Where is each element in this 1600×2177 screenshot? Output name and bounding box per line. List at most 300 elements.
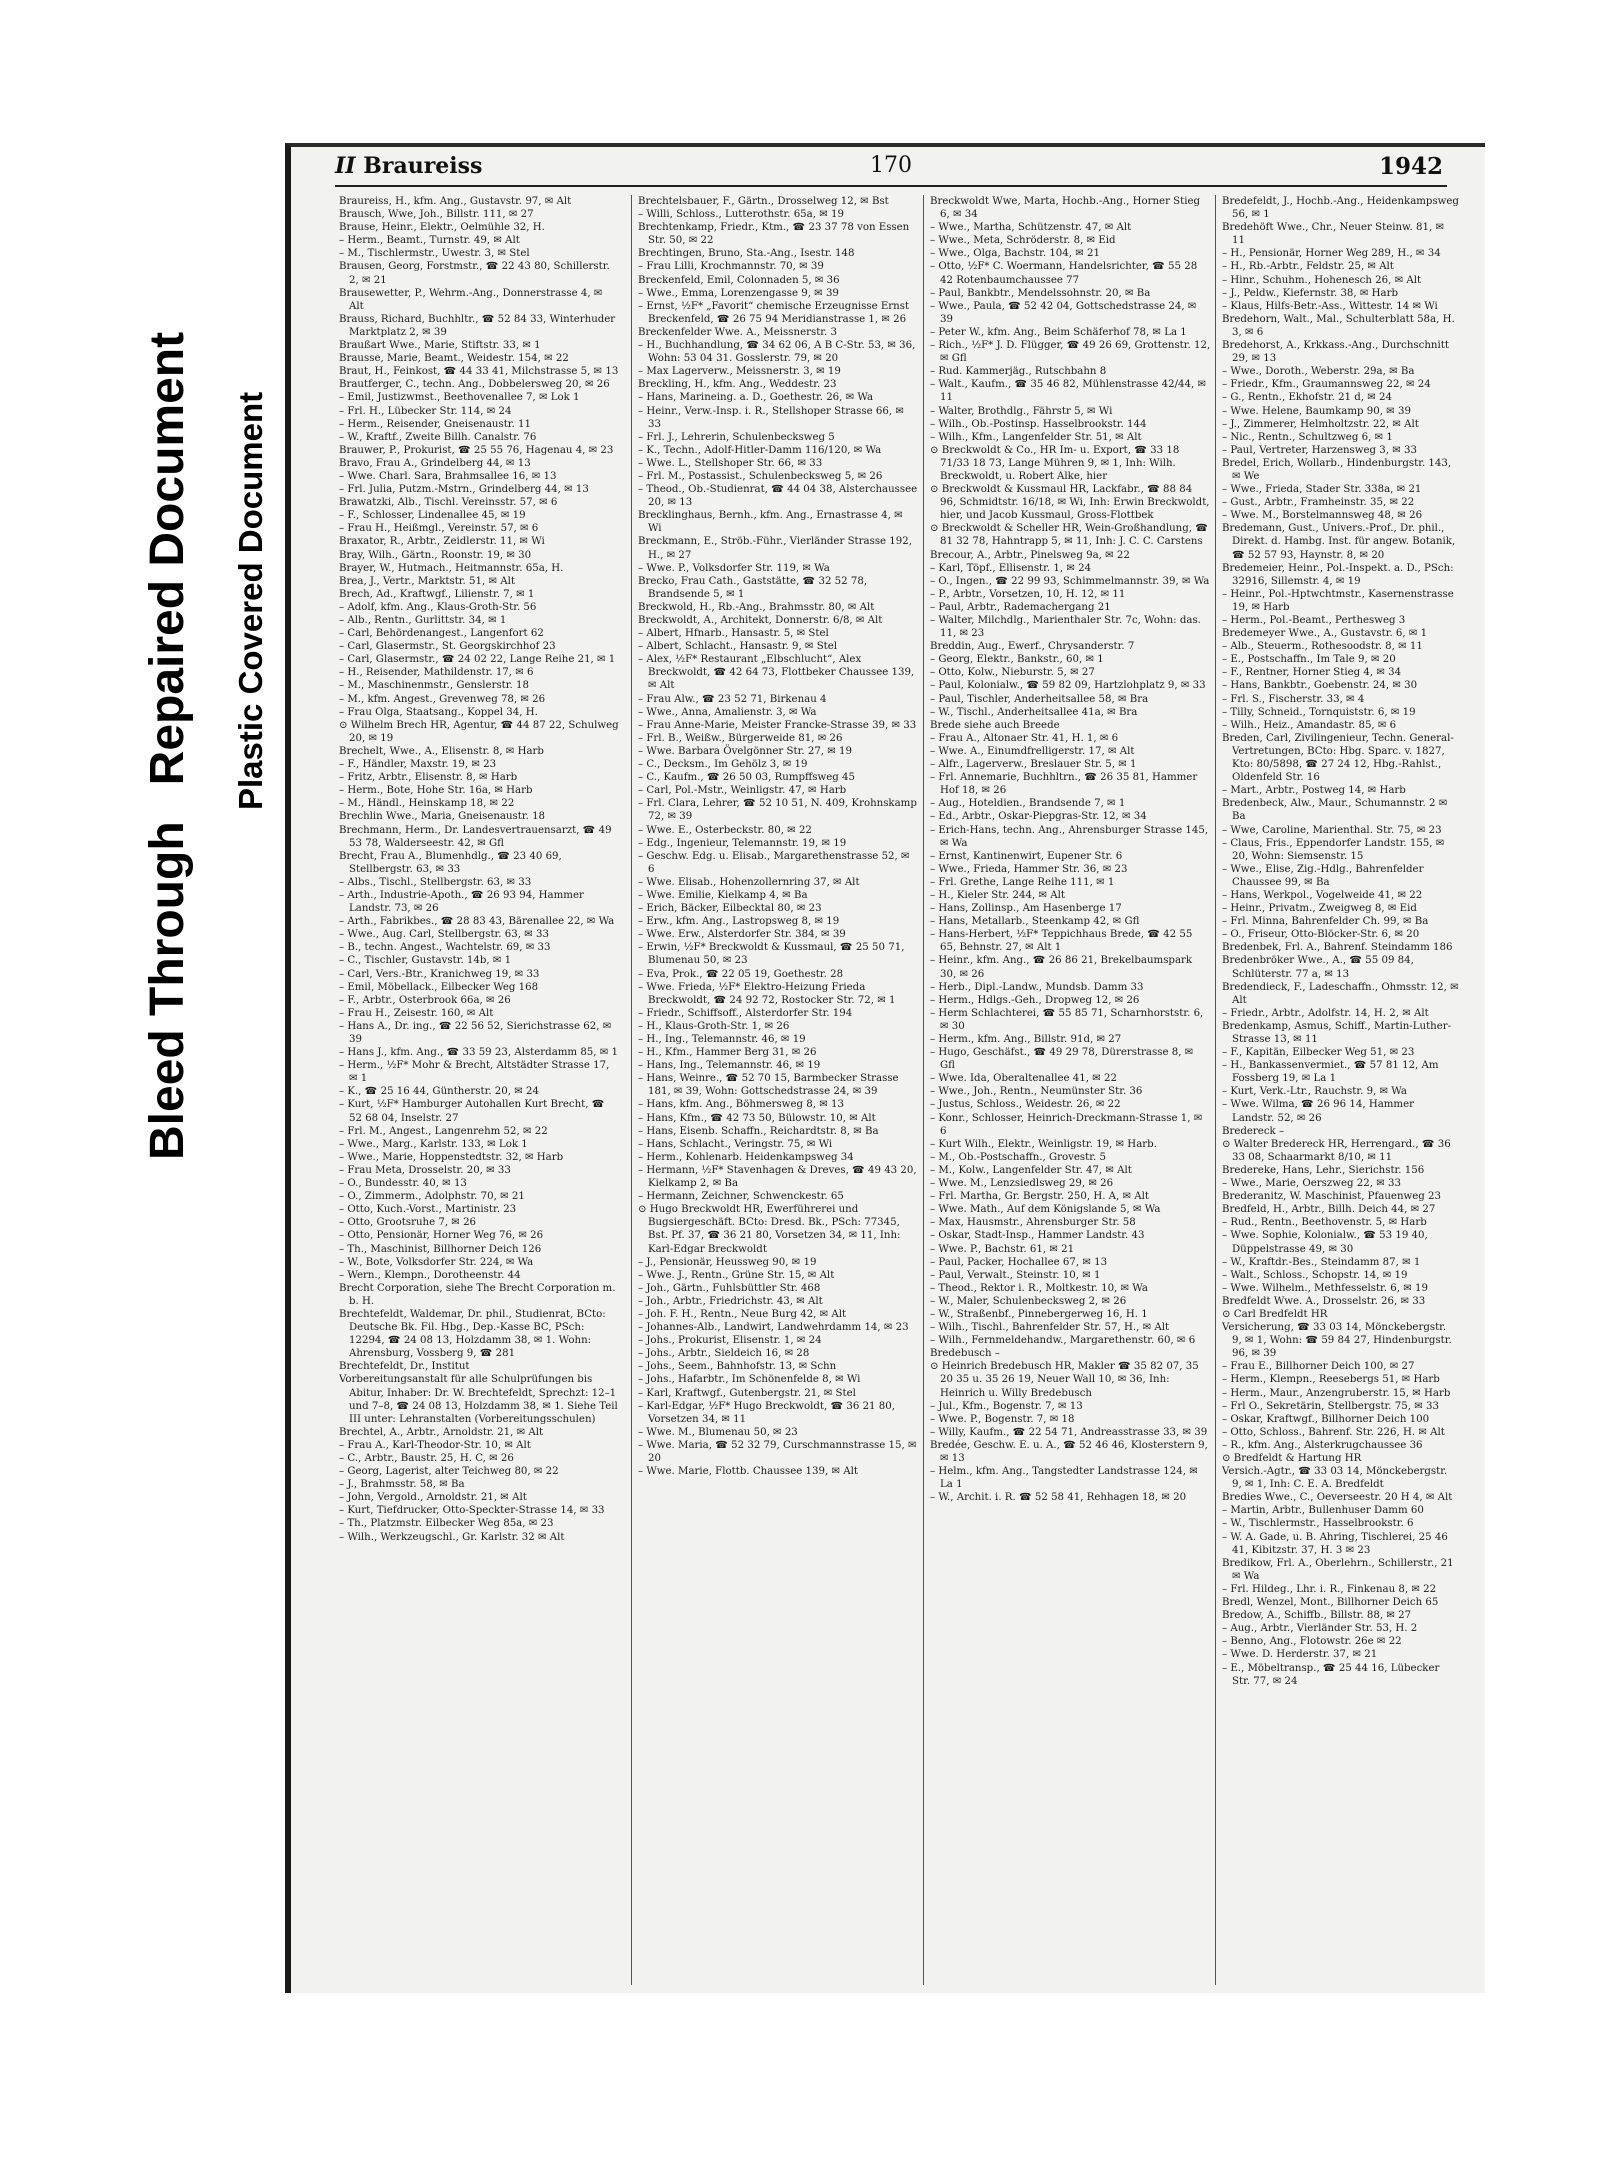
directory-entry: – Frl. Clara, Lehrer, ☎ 52 10 51, N. 409, Krohnskamp 72, ✉ 39 — [638, 798, 917, 823]
directory-entry: – Wwe. E., Osterbeckstr. 80, ✉ 22 — [638, 824, 812, 836]
directory-entry: Versicherung, ☎ 33 03 14, Mönckebergstr. 9, ✉ 1, Wohn: ☎ 59 84 27, Hindenburgstr. 96, ✉ 39 — [1222, 1322, 1452, 1360]
directory-entry: – Hermann, Zeichner, Schwenckestr. 65 — [638, 1191, 844, 1203]
directory-entry: – W., Bote, Volksdorfer Str. 224, ✉ Wa — [339, 1256, 534, 1268]
directory-entry: – Wwe., Doroth., Weberstr. 29a, ✉ Ba — [1222, 366, 1415, 378]
directory-entry: Brederanitz, W. Maschinist, Pfauenweg 23 — [1222, 1191, 1441, 1203]
directory-entry: – Paul, Arbtr., Rademachergang 21 — [930, 601, 1111, 613]
directory-entry: – Carl, Glasermstr., ☎ 24 02 22, Lange Reihe 21, ✉ 1 — [339, 654, 616, 666]
directory-entry: – Erwin, ½F* Breckwoldt & Kussmaul, ☎ 25 50 71, Blumenau 50, ✉ 23 — [638, 942, 905, 967]
directory-entry: Brause, Heinr., Elektr., Oelmühle 32, H. — [339, 222, 545, 234]
directory-entry: Bredehöft Wwe., Chr., Neuer Steinw. 81, ✉ 11 — [1222, 222, 1445, 247]
directory-entry: – Max Lagerverw., Meissnerstr. 3, ✉ 19 — [638, 366, 841, 378]
column-2 — [631, 195, 919, 1985]
directory-entry: – Wwe., Marie, Hoppenstedtstr. 32, ✉ Harb — [339, 1151, 564, 1163]
directory-entry: – Frl. M., Postassist., Schulenbecksweg 5, ✉ 26 — [638, 470, 883, 482]
directory-entry: – H., Pensionär, Horner Weg 289, H., ✉ 34 — [1222, 248, 1441, 260]
repaired-document-label: Repaired Document — [141, 331, 194, 786]
directory-entry: – Klaus, Hilfs-Betr.-Ass., Wittestr. 14 ✉ Wi — [1222, 300, 1438, 312]
directory-entry: Versich.-Agtr., ☎ 33 03 14, Mönckebergstr. 9, ✉ 1, Inh: C. E. A. Bredfeldt — [1222, 1466, 1448, 1491]
directory-entry: – Herm Schlachterei, ☎ 55 85 71, Scharnhorststr. 6, ✉ 30 — [930, 1007, 1204, 1032]
directory-entry: Bredée, Geschw. E. u. A., ☎ 52 46 46, Klosterstern 9, ✉ 13 — [930, 1439, 1208, 1464]
directory-entry: Brausen, Georg, Forstmstr., ☎ 22 43 80, Schillerstr. 2, ✉ 21 — [339, 261, 610, 286]
directory-entry: – W. A. Gade, u. B. Ahring, Tischlerei, 25 46 41, Kibitzstr. 37, H. 3 ✉ 23 — [1222, 1531, 1448, 1556]
directory-entry: Bredereke, Hans, Lehr., Sierichstr. 156 — [1222, 1164, 1425, 1176]
directory-entry: Bredebusch – — [930, 1348, 1000, 1360]
directory-entry: Brecht, Frau A., Blumenhdlg., ☎ 23 40 69, Stellbergstr. 63, ✉ 33 — [339, 850, 562, 875]
directory-entry: Bredefeldt, J., Hochb.-Ang., Heidenkampsweg 56, ✉ 1 — [1222, 196, 1459, 221]
directory-entry: – Frau Lilli, Krochmannstr. 70, ✉ 39 — [638, 261, 824, 273]
directory-entry: – Frau H., Zeisestr. 160, ✉ Alt — [339, 1007, 494, 1019]
directory-entry: – Johs., Arbtr., Sieldeich 16, ✉ 28 — [638, 1348, 810, 1360]
directory-entry: – Wwe., Emma, Lorenzengasse 9, ✉ 39 — [638, 287, 839, 299]
directory-entry: – Hans, Metallarb., Steenkamp 42, ✉ Gfl — [930, 916, 1140, 928]
directory-entry: Brausse, Marie, Beamt., Weidestr. 154, ✉ 22 — [339, 353, 569, 365]
directory-entry: – Eva, Prok., ☎ 22 05 19, Goethestr. 28 — [638, 968, 844, 980]
directory-entry: – Herm., Pol.-Beamt., Perthesweg 3 — [1222, 615, 1406, 626]
directory-entry: – M., Tischlermstr., Uwestr. 3, ✉ Stel — [339, 248, 530, 260]
directory-entry: – M., Händl., Heinskamp 18, ✉ 22 — [339, 798, 515, 810]
directory-entry: – Otto, ½F* C. Woermann, Handelsrichter, ☎ 55 28 42 Rotenbaumchaussee 77 — [930, 261, 1198, 286]
directory-entry: – Friedr., Arbtr., Adolfstr. 14, H. 2, ✉ Alt — [1222, 1007, 1429, 1019]
directory-entry: – F., Händler, Maxstr. 19, ✉ 23 — [339, 759, 497, 771]
page-header — [335, 151, 1447, 187]
directory-entry: – John, Vergold., Arnoldstr. 21, ✉ Alt — [339, 1492, 527, 1504]
directory-entry: – Herm., Bote, Hohe Str. 16a, ✉ Harb — [339, 785, 533, 797]
directory-entry: – Alfr., Lagerverw., Breslauer Str. 5, ✉ 1 — [930, 759, 1137, 771]
directory-entry: Bredies Wwe., C., Oeverseestr. 20 H 4, ✉ Alt — [1222, 1492, 1453, 1504]
directory-entry: – Wwe. M., Borstelmannsweg 48, ✉ 26 — [1222, 510, 1423, 522]
directory-entry: – Helm., kfm. Ang., Tangstedter Landstrasse 124, ✉ La 1 — [930, 1466, 1198, 1491]
directory-entry: – Wwe. Charl. Sara, Brahmsallee 16, ✉ 13 — [339, 470, 557, 482]
directory-entry: Bredendieck, F., Ladeschaffn., Ohmsstr. 12, ✉ Alt — [1222, 981, 1459, 1006]
directory-entry: – Wwe. Marie, Flottb. Chaussee 139, ✉ Alt — [638, 1466, 858, 1478]
directory-entry: – Johs., Seem., Bahnhofstr. 13, ✉ Schn — [638, 1361, 837, 1373]
directory-entry: Bray, Wilh., Gärtn., Roonstr. 19, ✉ 30 — [339, 549, 532, 561]
directory-entry: – Herm., kfm. Ang., Billstr. 91d, ✉ 27 — [930, 1034, 1122, 1045]
directory-entry: Bredfeld, H., Arbtr., Billh. Deich 44, ✉ 27 — [1222, 1204, 1436, 1216]
directory-entry: Bredemeier, Heinr., Pol.-Inspekt. a. D., PSch: 32916, Sillemstr. 4, ✉ 19 — [1222, 562, 1454, 587]
directory-entry: Brechmann, Herm., Dr. Landesvertrauensarzt, ☎ 49 53 78, Walderseestr. 42, ✉ Gfl — [339, 824, 612, 849]
directory-entry: – Frl. Martha, Gr. Bergstr. 250, H. A, ✉ Alt — [930, 1191, 1150, 1203]
directory-entry: – F., Schlosser, Lindenallee 45, ✉ 19 — [339, 510, 526, 522]
directory-entry: – Martin, Arbtr., Bullenhuser Damm 60 — [1222, 1505, 1424, 1517]
directory-entry: – Rud. Kammerjäg., Rutschbahn 8 — [930, 366, 1107, 378]
directory-entry: – C., Kaufm., ☎ 26 50 03, Rumpffsweg 45 — [638, 772, 855, 784]
directory-entry: – Johs., Prokurist, Elisenstr. 1, ✉ 24 — [638, 1335, 822, 1347]
section-number: II — [335, 153, 356, 179]
directory-entry: – Heinr., Privatm., Zweigweg 8, ✉ Eid — [1222, 903, 1417, 915]
directory-entry: Brechtefeldt, Dr., Institut — [339, 1361, 470, 1373]
directory-entry: – Karl, Kraftwgf., Gutenbergstr. 21, ✉ Stel — [638, 1387, 856, 1399]
directory-entry: – Wwe. P., Volksdorfer Str. 119, ✉ Wa — [638, 562, 830, 574]
directory-entry: – M., Maschinenmstr., Genslerstr. 18 — [339, 680, 529, 692]
directory-entry: – Wwe. J., Rentn., Grüne Str. 15, ✉ Alt — [638, 1269, 835, 1281]
directory-entry: – K., Techn., Adolf-Hitler-Damm 116/120, ✉ Wa — [638, 444, 882, 456]
directory-entry: – Otto, Schloss., Bahrenf. Str. 226, H. ✉ Alt — [1222, 1426, 1445, 1438]
directory-entry: – Wilh., Tischl., Bahrenfelder Str. 57, H., ✉ Alt — [930, 1322, 1170, 1334]
directory-entry: Brayer, W., Hutmach., Heitmannstr. 65a, H. — [339, 562, 564, 574]
directory-entry: – W., Straßenbf., Pinnebergerweg 16, H. 1 — [930, 1308, 1148, 1320]
directory-entry: – Wwe., Frieda, Hammer Str. 36, ✉ 23 — [930, 863, 1128, 875]
directory-entry: – H., Bankassenvermiet., ☎ 57 81 12, Am Fossberg 19, ✉ La 1 — [1222, 1060, 1439, 1085]
directory-entry: – O., Friseur, Otto-Blöcker-Str. 6, ✉ 20 — [1222, 929, 1420, 941]
directory-entry: – Otto, Grootsruhe 7, ✉ 26 — [339, 1217, 477, 1229]
directory-entry: Brechtelsbauer, F., Gärtn., Drosselweg 12, ✉ Bst — [638, 196, 889, 207]
directory-entry: Bredenbröker Wwe., A., ☎ 55 09 84, Schlüterstr. 77 a, ✉ 13 — [1222, 955, 1414, 980]
directory-entry: – Wwe. Maria, ☎ 52 32 79, Curschmannstrasse 15, ✉ 20 — [638, 1439, 917, 1464]
directory-entry: – Herb., Dipl.-Landw., Mundsb. Damm 33 — [930, 981, 1144, 993]
directory-entry: – Willi, Schloss., Lutterothstr. 65a, ✉ 19 — [638, 209, 844, 221]
directory-entry: – H., Rb.-Arbtr., Feldstr. 25, ✉ Alt — [1222, 261, 1394, 273]
directory-entry: – Wwe., Marg., Karlstr. 133, ✉ Lok 1 — [339, 1138, 528, 1150]
directory-entry: – Wilh., Ob.-Postinsp. Hasselbrookstr. 144 — [930, 418, 1147, 430]
directory-entry: – Wwe., Joh., Rentn., Neumünster Str. 36 — [930, 1086, 1143, 1098]
page-number: 170 — [870, 153, 912, 178]
directory-entry: Breckwold, H., Rb.-Ang., Brahmsstr. 80, ✉ Alt — [638, 601, 875, 613]
directory-entry: – Albert, Hfnarb., Hansastr. 5, ✉ Stel — [638, 628, 829, 640]
directory-entry: – Emil, Justizwmst., Beethovenallee 7, ✉ Lok 1 — [339, 392, 580, 404]
directory-entry: – Joh., Gärtn., Fuhlsbüttler Str. 468 — [638, 1282, 821, 1294]
directory-entry: Brechtenkamp, Friedr., Ktm., ☎ 23 37 78 von Essen Str. 50, ✉ 22 — [638, 222, 910, 247]
directory-entry: – Frl O., Sekretärin, Stellbergstr. 75, ✉ 33 — [1222, 1400, 1439, 1412]
directory-entry: – Rich., ½F* J. D. Flügger, ☎ 49 26 69, Grottenstr. 12, ✉ Gfl — [930, 340, 1211, 365]
directory-entry: – Walt., Schloss., Schopstr. 14, ✉ 19 — [1222, 1269, 1408, 1281]
directory-entry: – Wwe., Frieda, Stader Str. 338a, ✉ 21 — [1222, 484, 1422, 496]
directory-entry: – Paul, Tischler, Anderheitsallee 58, ✉ Bra — [930, 693, 1149, 705]
directory-entry: Breckenfelder Wwe. A., Meissnerstr. 3 — [638, 326, 838, 338]
directory-entry: – Frl. J., Lehrerin, Schulenbecksweg 5 — [638, 431, 835, 443]
directory-entry: ⊙ Breckwoldt & Scheller HR, Wein-Großhandlung, ☎ 81 32 78, Hahntrapp 5, ✉ 11, Inh: J. C. C. Carstens — [930, 523, 1208, 548]
directory-entry: – Johannes-Alb., Landwirt, Landwehrdamm 14, ✉ 23 — [638, 1322, 909, 1334]
directory-entry: Breddin, Aug., Ewerf., Chrysanderstr. 7 — [930, 641, 1135, 653]
directory-entry: Bredenkamp, Asmus, Schiff., Martin-Luther-Strasse 13, ✉ 11 — [1222, 1020, 1452, 1045]
directory-entry: – Carl, Behördenangest., Langenfort 62 — [339, 628, 544, 640]
directory-entry: Brechlin Wwe., Maria, Gneisenaustr. 18 — [339, 811, 546, 823]
directory-entry: – Paul, Packer, Hochallee 67, ✉ 13 — [930, 1256, 1108, 1268]
directory-entry: – Frl. Annemarie, Buchhltrn., ☎ 26 35 81, Hammer Hof 18, ✉ 26 — [930, 772, 1198, 797]
directory-entry: Bredenbek, Frl. A., Bahrenf. Steindamm 186 — [1222, 942, 1453, 954]
directory-entry: – Georg, Elektr., Bankstr., 60, ✉ 1 — [930, 654, 1104, 666]
directory-entry: – Joh., Arbtr., Friedrichstr. 43, ✉ Alt — [638, 1295, 823, 1307]
directory-entry: – H., Buchhandlung, ☎ 34 62 06, A B C-Str. 53, ✉ 36, Wohn: 53 04 31. Gosslerstr. 79, ✉ 20 — [638, 340, 916, 365]
directory-entry: – Wwe., Anna, Amalienstr. 3, ✉ Wa — [638, 706, 817, 718]
directory-entry: Brea, J., Vertr., Marktstr. 51, ✉ Alt — [339, 575, 515, 587]
directory-entry: – K., ☎ 25 16 44, Güntherstr. 20, ✉ 24 — [339, 1086, 539, 1098]
directory-entry: – Kurt Wilh., Elektr., Weinligstr. 19, ✉ Harb. — [930, 1138, 1157, 1150]
directory-entry: – Peter W., kfm. Ang., Beim Schäferhof 78, ✉ La 1 — [930, 326, 1187, 338]
directory-entry: Brausch, Wwe, Joh., Billstr. 111, ✉ 27 — [339, 209, 534, 221]
directory-entry: Breckling, H., kfm. Ang., Weddestr. 23 — [638, 379, 837, 391]
directory-entry: – Wwe. Barbara Övelgönner Str. 27, ✉ 19 — [638, 745, 853, 757]
directory-entry: – Wwe., Meta, Schröderstr. 8, ✉ Eid — [930, 235, 1116, 247]
directory-entry: – Herm., ½F* Mohr & Brecht, Altstädter Strasse 17, ✉ 1 — [339, 1060, 610, 1085]
directory-entry: Bredfeldt Wwe. A., Drosselstr. 26, ✉ 33 — [1222, 1295, 1426, 1307]
directory-entry: ⊙ Bredfeldt & Hartung HR — [1222, 1453, 1362, 1464]
directory-entry: – Rud., Rentn., Beethovenstr. 5, ✉ Harb — [1222, 1217, 1427, 1229]
directory-entry: – Wwe., Marie, Oerszweg 22, ✉ 33 — [1222, 1178, 1401, 1190]
directory-entry: – P., Arbtr., Vorsetzen, 10, H. 12, ✉ 11 — [930, 588, 1126, 600]
directory-entry: – Hans A., Dr. ing., ☎ 22 56 52, Sierichstrasse 62, ✉ 39 — [339, 1020, 612, 1045]
directory-entry: – Frau H., Heißmgl., Vereinstr. 57, ✉ 6 — [339, 523, 539, 535]
directory-entry: ⊙ Carl Bredfeldt HR — [1222, 1308, 1328, 1320]
directory-entry: – Tilly, Schneid., Tornquiststr. 6, ✉ 19 — [1222, 706, 1416, 718]
directory-entry: – Wwe. Math., Auf dem Königslande 5, ✉ Wa — [930, 1204, 1161, 1216]
directory-entry: – H., Kieler Str. 244, ✉ Alt — [930, 889, 1065, 901]
directory-entry: – Benno, Ang., Flotowstr. 26e ✉ 22 — [1222, 1636, 1402, 1648]
directory-entry: – Wwe. Helene, Baumkamp 90, ✉ 39 — [1222, 405, 1411, 417]
directory-entry: – M., Ob.-Postschaffn., Grovestr. 5 — [930, 1151, 1106, 1163]
directory-entry: – Frl. Julia, Putzm.-Mstrn., Grindelberg 44, ✉ 13 — [339, 484, 589, 496]
directory-entry: – W., Maler, Schulenbecksweg 2, ✉ 26 — [930, 1295, 1127, 1307]
directory-entry: – Albs., Tischl., Stellbergstr. 63, ✉ 33 — [339, 876, 532, 888]
directory-page — [285, 143, 1485, 1993]
directory-entry: – W., Tischlermstr., Hasselbrookstr. 6 — [1222, 1518, 1414, 1530]
directory-entry: – Herm., Beamt., Turnstr. 49, ✉ Alt — [339, 235, 520, 247]
directory-entry: – Emil, Möbellack., Eilbecker Weg 168 — [339, 981, 539, 993]
directory-entry: – Wwe. Frieda, ½F* Elektro-Heizung Frieda Breckwoldt, ☎ 24 92 72, Rostocker Str. 72, ✉ 1 — [638, 981, 896, 1006]
directory-entry: – Otto, Kuch.-Vorst., Martinistr. 23 — [339, 1204, 517, 1216]
directory-entry: – Carl, Pol.-Mstr., Weinligstr. 47, ✉ Harb — [638, 785, 847, 797]
directory-entry: – Wwe., Elise, Zig.-Hdlg., Bahrenfelder Chaussee 99, ✉ Ba — [1222, 863, 1424, 888]
plastic-covered-stamp: Plastic Covered Document — [232, 391, 269, 810]
directory-entry: Brecht Corporation, siehe The Brecht Corporation m. b. H. — [339, 1282, 616, 1307]
directory-entry: – Frl. H., Lübecker Str. 114, ✉ 24 — [339, 405, 512, 417]
directory-entry: – Wwe. Wilhelm., Methfesselstr. 6, ✉ 19 — [1222, 1282, 1428, 1294]
directory-entry: – J., Pensionär, Heussweg 90, ✉ 19 — [638, 1256, 817, 1268]
directory-entry: – Carl, Vers.-Btr., Kranichweg 19, ✉ 33 — [339, 968, 540, 980]
directory-entry: Brecko, Frau Cath., Gaststätte, ☎ 32 52 78, Brandsende 5, ✉ 1 — [638, 575, 868, 600]
directory-entry: – Frau A., Altonaer Str. 41, H. 1, ✉ 6 — [930, 732, 1119, 744]
directory-entry: – Herm., Hdlgs.-Geh., Dropweg 12, ✉ 26 — [930, 994, 1140, 1006]
directory-entry: ⊙ Breckwoldt & Co., HR Im- u. Export, ☎ 33 18 71/33 18 73, Lange Mühren 9, ✉ 1, Inh: Wilh. Breckwoldt, u. Robert Alke, hier — [930, 444, 1180, 482]
directory-entry: – Hugo, Geschäfst., ☎ 49 29 78, Dürerstrasse 8, ✉ Gfl — [930, 1047, 1194, 1072]
directory-entry: Brechelt, Wwe., A., Elisenstr. 8, ✉ Harb — [339, 745, 544, 757]
directory-entry: – Otto, Pensionär, Horner Weg 76, ✉ 26 — [339, 1230, 544, 1242]
directory-entry: – Theod., Ob.-Studienrat, ☎ 44 04 38, Alsterchaussee 20, ✉ 13 — [638, 484, 918, 509]
directory-entry: – Mart., Arbtr., Postweg 14, ✉ Harb — [1222, 785, 1406, 797]
directory-entry: Bredehorn, Walt., Mal., Schulterblatt 58a, H. 3, ✉ 6 — [1222, 313, 1455, 338]
directory-entry: – Wwe. Emilie, Kielkamp 4, ✉ Ba — [638, 889, 808, 901]
directory-entry: – Hans, Marineing. a. D., Goethestr. 26, ✉ Wa — [638, 392, 874, 404]
directory-entry: – Erich, Bäcker, Eilbecktal 80, ✉ 23 — [638, 903, 822, 915]
directory-entry: – Frau Olga, Staatsang., Koppel 34, H. — [339, 706, 538, 718]
directory-entry: Breden, Carl, Zivilingenieur, Techn. General-Vertretungen, BCto: Hbg. Sparc. v. 1827, Kto: 80/5898, ☎ 27 24 12, Hbg.-Rahlst., Oldenfeld Str. 16 — [1222, 732, 1454, 784]
directory-entry: – Frau E., Billhorner Deich 100, ✉ 27 — [1222, 1361, 1415, 1373]
directory-entry: – Herm., Reisender, Gneisenaustr. 11 — [339, 418, 531, 430]
directory-entry: – Wilh., Werkzeugschl., Gr. Karlstr. 32 ✉ Alt — [339, 1531, 565, 1543]
directory-entry: – M., kfm. Angest., Grevenweg 78, ✉ 26 — [339, 693, 546, 705]
directory-entry: – Heinr., kfm. Ang., ☎ 26 86 21, Brekelbaumspark 30, ✉ 26 — [930, 955, 1193, 980]
directory-entry: Brech, Ad., Kraftwgf., Lilienstr. 7, ✉ 1 — [339, 588, 535, 600]
directory-entry: – Joh. F. H., Rentn., Neue Burg 42, ✉ Alt — [638, 1308, 847, 1320]
directory-entry: Brauss, Richard, Buchhltr., ☎ 52 84 33, Winterhuder Marktplatz 2, ✉ 39 — [339, 313, 616, 338]
directory-entry: – Paul, Bankbtr., Mendelssohnstr. 20, ✉ Ba — [930, 287, 1151, 299]
directory-entry: – Max, Hausmstr., Ahrensburger Str. 58 — [930, 1217, 1136, 1229]
bleed-through-stamp — [140, 332, 195, 1160]
directory-entry: – Johs., Hafarbtr., Im Schönenfelde 8, ✉ Wi — [638, 1374, 861, 1386]
directory-entry: – Walt., Kaufm., ☎ 35 46 82, Mühlenstrasse 42/44, ✉ 11 — [930, 379, 1206, 404]
directory-entry: Bredehorst, A., Krkkass.-Ang., Durchschnitt 29, ✉ 13 — [1222, 340, 1449, 365]
directory-entry: Vorbereitungsanstalt für alle Schulprüfungen bis Abitur, Inhaber: Dr. W. Brechtefeldt, Sprechzt: 12–1 und 7–8, ☎ 24 08 13, Holzdamm 38, ✉ 1. Siehe Teil III unter: Lehranstalten (Vorbereitungsschulen) — [339, 1374, 618, 1425]
directory-entry: ⊙ Walter Bredereck HR, Herrengard., ☎ 36 33 08, Schaarmarkt 8/10, ✉ 11 — [1222, 1138, 1451, 1163]
directory-entry: – Hans-Herbert, ½F* Teppichhaus Brede, ☎ 42 55 65, Behnstr. 27, ✉ Alt 1 — [930, 929, 1193, 954]
directory-entry: Bredemeyer Wwe., A., Gustavstr. 6, ✉ 1 — [1222, 628, 1428, 640]
directory-entry: – Jul., Kfm., Bogenstr. 7, ✉ 13 — [930, 1400, 1083, 1412]
directory-entry: – Hans, Ing., Telemannstr. 46, ✉ 19 — [638, 1060, 821, 1072]
directory-entry: – Ernst, ½F* „Favorit“ chemische Erzeugnisse Ernst Breckenfeld, ☎ 26 75 94 Meridianstrasse 1, ✉ 26 — [638, 300, 910, 325]
directory-entry: – J., Peldw., Kiefernstr. 38, ✉ Harb — [1222, 287, 1399, 299]
directory-entry: – G., Rentn., Ekhofstr. 21 d, ✉ 24 — [1222, 392, 1393, 404]
year: 1942 — [1378, 153, 1443, 180]
directory-entry: ⊙ Breckwoldt & Kussmaul HR, Lackfabr., ☎ 88 84 96, Schmidtstr. 16/18, ✉ Wi, Inh: Erwin Breckwoldt, hier, und Jacob Kussmaul, Gross-Flottbek — [930, 484, 1210, 522]
directory-entry: – Wwe. Wilma, ☎ 26 96 14, Hammer Landstr. 52, ✉ 26 — [1222, 1099, 1414, 1124]
directory-entry: – Wwe. D. Herderstr. 37, ✉ 21 — [1222, 1649, 1378, 1661]
directory-entry: – Ed., Arbtr., Oskar-Piepgras-Str. 12, ✉ 34 — [930, 811, 1147, 823]
directory-entry: – Wwe. Erw., Alsterdorfer Str. 384, ✉ 39 — [638, 929, 846, 941]
directory-entry: – W., Tischl., Anderheitsallee 41a, ✉ Bra — [930, 706, 1138, 718]
directory-entry: – Wwe. Sophie, Kolonialw., ☎ 53 19 40, Düppelstrasse 49, ✉ 30 — [1222, 1230, 1428, 1255]
directory-entry: – Gust., Arbtr., Framheinstr. 35, ✉ 22 — [1222, 497, 1415, 509]
directory-entry: Brecour, A., Arbtr., Pinelsweg 9a, ✉ 22 — [930, 549, 1130, 561]
directory-entry: – Herm., Maur., Anzengruberstr. 15, ✉ Harb — [1222, 1387, 1451, 1399]
directory-entry: – Herm., Kohlenarb. Heidenkampsweg 34 — [638, 1151, 854, 1163]
directory-entry: ⊙ Heinrich Bredebusch HR, Makler ☎ 35 82 07, 35 20 35 u. 35 26 19, Neuer Wall 10, ✉ 36, Inh: Heinrich u. Willy Bredebusch — [930, 1361, 1199, 1399]
directory-entry: – Arth., Industrie-Apoth., ☎ 26 93 94, Hammer Landstr. 73, ✉ 26 — [339, 889, 584, 915]
directory-entry: Breckenfeld, Emil, Colonnaden 5, ✉ 36 — [638, 274, 840, 286]
directory-entry: – Wilh., Heiz., Amandastr. 85, ✉ 6 — [1222, 719, 1397, 731]
directory-entry: – H., Reisender, Mathildenstr. 17, ✉ 6 — [339, 667, 534, 679]
directory-entry: – Hans, kfm. Ang., Böhmersweg 8, ✉ 13 — [638, 1099, 844, 1111]
directory-entry: – Theod., Rektor i. R., Moltkestr. 10, ✉ Wa — [930, 1282, 1148, 1294]
directory-entry: – Hans, Schlacht., Veringstr. 75, ✉ Wi — [638, 1138, 833, 1150]
directory-entry: Bredereck – — [1222, 1125, 1285, 1137]
directory-entry: – Hans, Eisenb. Schaffn., Reichardtstr. 8, ✉ Ba — [638, 1125, 879, 1137]
directory-entry: – Frau A., Karl-Theodor-Str. 10, ✉ Alt — [339, 1439, 531, 1451]
directory-entry: – Karl, Töpf., Ellisenstr. 1, ✉ 24 — [930, 562, 1092, 574]
directory-entry: Braureiss, H., kfm. Ang., Gustavstr. 97, ✉ Alt — [339, 196, 572, 207]
directory-entry: – Heinr., Verw.-Insp. i. R., Stellshoper Strasse 66, ✉ 33 — [638, 405, 904, 430]
directory-entry: – H., Kfm., Hammer Berg 31, ✉ 26 — [638, 1047, 817, 1059]
directory-entry: – Fritz, Arbtr., Elisenstr. 8, ✉ Harb — [339, 772, 518, 784]
directory-entry: – Wwe. Ida, Oberaltenallee 41, ✉ 22 — [930, 1073, 1117, 1085]
directory-entry: – Herm., Klempn., Reesebergs 51, ✉ Harb — [1222, 1374, 1440, 1386]
directory-entry: – Hinr., Schuhm., Hohenesch 26, ✉ Alt — [1222, 274, 1422, 286]
directory-entry: – Kurt, Tiefdrucker, Otto-Speckter-Strasse 14, ✉ 33 — [339, 1505, 605, 1517]
directory-entry: – Frau Meta, Drosselstr. 20, ✉ 33 — [339, 1164, 511, 1176]
column-1 — [339, 195, 619, 1985]
directory-entry: Braußart Wwe., Marie, Stiftstr. 33, ✉ 1 — [339, 340, 541, 352]
directory-entry: – Ernst, Kantinenwirt, Eupener Str. 6 — [930, 850, 1123, 862]
directory-entry: – C., Arbtr., Baustr. 25, H. C, ✉ 26 — [339, 1453, 514, 1464]
directory-entry: – Wwe. P., Bachstr. 61, ✉ 21 — [930, 1243, 1075, 1255]
directory-entry: – Th., Maschinist, Billhorner Deich 126 — [339, 1243, 542, 1255]
directory-entry: Brechtel, A., Arbtr., Arnoldstr. 21, ✉ Alt — [339, 1426, 544, 1438]
directory-entry: Brechtefeldt, Waldemar, Dr. phil., Studienrat, BCto: Deutsche Bk. Fil. Hbg., Dep.-Kasse BC, PSch: 12294, ☎ 24 08 13, Holzdamm 38, ✉ 1. Wohn: Ahrensburg, Vossberg 9, ☎ 281 — [339, 1308, 606, 1360]
directory-entry: – Wilh., Kfm., Langenfelder Str. 51, ✉ Alt — [930, 431, 1142, 443]
directory-entry: – J., Brahmsstr. 58, ✉ Ba — [339, 1479, 465, 1491]
directory-entry: – Paul, Vertreter, Harzensweg 3, ✉ 33 — [1222, 444, 1417, 456]
directory-entry: – Hans, Kfm., ☎ 42 73 50, Bülowstr. 10, ✉ Alt — [638, 1112, 876, 1124]
directory-entry: – Alb., Rentn., Gurlittstr. 34, ✉ 1 — [339, 615, 507, 626]
directory-entry: Bredemann, Gust., Univers.-Prof., Dr. phil., Direkt. d. Hambg. Inst. für angew. Botanik, ☎ 52 57 93, Haynstr. 8, ✉ 20 — [1222, 523, 1456, 561]
directory-entry: – Wern., Klempn., Dorotheenstr. 44 — [339, 1269, 521, 1281]
directory-entry: – Hermann, ½F* Stavenhagen & Dreves, ☎ 49 43 20, Kielkamp 2, ✉ Ba — [638, 1164, 917, 1190]
directory-entry: – Walter, Brothdlg., Fährstr 5, ✉ Wi — [930, 405, 1113, 417]
directory-entry: – Aug., Hoteldien., Brandsende 7, ✉ 1 — [930, 798, 1126, 810]
directory-entry: Bredel, Erich, Wollarb., Hindenburgstr. 143, ✉ We — [1222, 457, 1452, 482]
directory-entry: Brawatzki, Alb., Tischl. Vereinsstr. 57, ✉ 6 — [339, 497, 558, 509]
column-4 — [1215, 195, 1459, 1985]
directory-entry: – W., Archit. i. R. ☎ 52 58 41, Rehhagen 18, ✉ 20 — [930, 1492, 1187, 1504]
directory-entry: – Alb., Steuerm., Rothesoodstr. 8, ✉ 11 — [1222, 641, 1423, 653]
directory-entry: – Th., Platzmstr. Eilbecker Weg 85a, ✉ 23 — [339, 1518, 554, 1530]
directory-entry: – Paul, Kolonialw., ☎ 59 82 09, Hartzlohplatz 9, ✉ 33 — [930, 680, 1206, 692]
directory-entry: – Frl. M., Angest., Langenrehm 52, ✉ 22 — [339, 1125, 548, 1137]
headword: Braureiss — [363, 153, 483, 179]
directory-entry: – Wwe, Caroline, Marienthal. Str. 75, ✉ 23 — [1222, 824, 1442, 836]
directory-entry: – Wwe., Paula, ☎ 52 42 04, Gottschedstrasse 24, ✉ 39 — [930, 300, 1197, 325]
directory-entry: – Paul, Verwalt., Steinstr. 10, ✉ 1 — [930, 1269, 1101, 1281]
directory-entry: – Albert, Schlacht., Hansastr. 9, ✉ Stel — [638, 641, 838, 653]
directory-entry: – Wwe. M., Blumenau 50, ✉ 23 — [638, 1426, 798, 1438]
directory-entry: Braxator, R., Arbtr., Zeidlerstr. 11, ✉ Wi — [339, 536, 545, 548]
column-3 — [923, 195, 1211, 1985]
directory-entry: – Frl. S., Fischerstr. 33, ✉ 4 — [1222, 693, 1365, 705]
directory-entry: – F., Rentner, Horner Stieg 4, ✉ 34 — [1222, 667, 1402, 679]
directory-entry: – Hans J., kfm. Ang., ☎ 33 59 23, Alsterdamm 85, ✉ 1 — [339, 1047, 619, 1059]
directory-entry: – Adolf, kfm. Ang., Klaus-Groth-Str. 56 — [339, 601, 537, 613]
directory-entry: – Frau Alw., ☎ 23 52 71, Birkenau 4 — [638, 693, 827, 705]
directory-entry: Brecklinghaus, Bernh., kfm. Ang., Ernastrasse 4, ✉ Wi — [638, 510, 903, 535]
directory-entry: – Wwe. A., Einumdfrelligerstr. 17, ✉ Alt — [930, 745, 1135, 757]
directory-entry: ⊙ Hugo Breckwoldt HR, Ewerführerei und Bugsiergeschäft. BCto: Dresd. Bk., PSch: 77345, Bst. Pf. 37, ☎ 36 21 80, Vorsetzen 34, ✉ 11, Inh: Karl-Edgar Breckwoldt — [638, 1204, 901, 1255]
directory-entry: – Otto, Kolw., Nieburstr. 5, ✉ 27 — [930, 667, 1095, 679]
directory-entry: – F., Kapitän, Eilbecker Weg 51, ✉ 23 — [1222, 1047, 1415, 1059]
directory-entry: Braut, H., Feinkost, ☎ 44 33 41, Milchstrasse 5, ✉ 13 — [339, 366, 619, 378]
directory-entry: – Konr., Schlosser, Heinrich-Dreckmann-Strasse 1, ✉ 6 — [930, 1112, 1203, 1137]
directory-entry: – Erich-Hans, techn. Ang., Ahrensburger Strasse 145, ✉ Wa — [930, 824, 1209, 849]
directory-entry: – Nic., Rentn., Schultzweg 6, ✉ 1 — [1222, 431, 1393, 443]
directory-entry: ⊙ Wilhelm Brech HR, Agentur, ☎ 44 87 22, Schulweg 20, ✉ 19 — [339, 719, 619, 744]
directory-entry: – Justus, Schloss., Weidestr. 26, ✉ 22 — [930, 1099, 1121, 1111]
directory-entry: – W., Kraftf., Zweite Billh. Canalstr. 76 — [339, 431, 537, 443]
directory-entry: Breckwoldt, A., Architekt, Donnerstr. 6/8, ✉ Alt — [638, 615, 883, 626]
directory-entry: – Hans, Bankbtr., Goebenstr. 24, ✉ 30 — [1222, 680, 1418, 692]
directory-entry: – Frau Anne-Marie, Meister Francke-Strasse 39, ✉ 33 — [638, 719, 917, 731]
directory-entry: – Walter, Milchdlg., Marienthaler Str. 7c, Wohn: das. 11, ✉ 23 — [930, 615, 1201, 640]
directory-entry: – C., Tischler, Gustavstr. 14b, ✉ 1 — [339, 955, 512, 967]
bleed-through-label: Bleed Through — [141, 821, 194, 1160]
directory-entry: Bredenbeck, Alw., Maur., Schumannstr. 2 ✉ Ba — [1222, 798, 1448, 823]
directory-entry: – Georg, Lagerist, alter Teichweg 80, ✉ 22 — [339, 1466, 559, 1478]
directory-entry: Brede siehe auch Breede — [930, 719, 1060, 731]
directory-entry: Brausewetter, P., Wehrm.-Ang., Donnerstrasse 4, ✉ Alt — [339, 287, 603, 312]
directory-entry: Breckwoldt Wwe, Marta, Hochb.-Ang., Horner Stieg 6, ✉ 34 — [930, 196, 1201, 221]
directory-entry: – Frl. Grethe, Lange Reihe 111, ✉ 1 — [930, 876, 1115, 888]
directory-entry: Breckmann, E., Ströb.-Führ., Vierländer Strasse 192, H., ✉ 27 — [638, 536, 912, 561]
directory-entry: – Kurt, Verk.-Ltr., Rauchstr. 9, ✉ Wa — [1222, 1086, 1407, 1098]
directory-entry: – W., Kraftdr.-Bes., Steindamm 87, ✉ 1 — [1222, 1256, 1421, 1268]
directory-entry: – Hans, Zollinsp., Am Hasenberge 17 — [930, 903, 1122, 915]
directory-entry: – Hans, Weinre., ☎ 52 70 15, Barmbecker Strasse 181, ✉ 39, Wohn: Gottschedstrasse 24, ✉ 39 — [638, 1073, 899, 1098]
directory-entry: – B., techn. Angest., Wachtelstr. 69, ✉ 33 — [339, 942, 551, 954]
directory-entry: – C., Decksm., Im Gehölz 3, ✉ 19 — [638, 759, 808, 771]
directory-entry: – Wwe., Olga, Bachstr. 104, ✉ 21 — [930, 248, 1100, 260]
directory-entry: – Wilh., Fernmeldehandw., Margarethenstr. 60, ✉ 6 — [930, 1335, 1196, 1347]
directory-entry: – Friedr., Schiffsoff., Alsterdorfer Str. 194 — [638, 1007, 853, 1019]
directory-entry: – Wwe. M., Lenzsiedlsweg 29, ✉ 26 — [930, 1178, 1114, 1190]
directory-entry: – M., Kolw., Langenfelder Str. 47, ✉ Alt — [930, 1164, 1132, 1176]
